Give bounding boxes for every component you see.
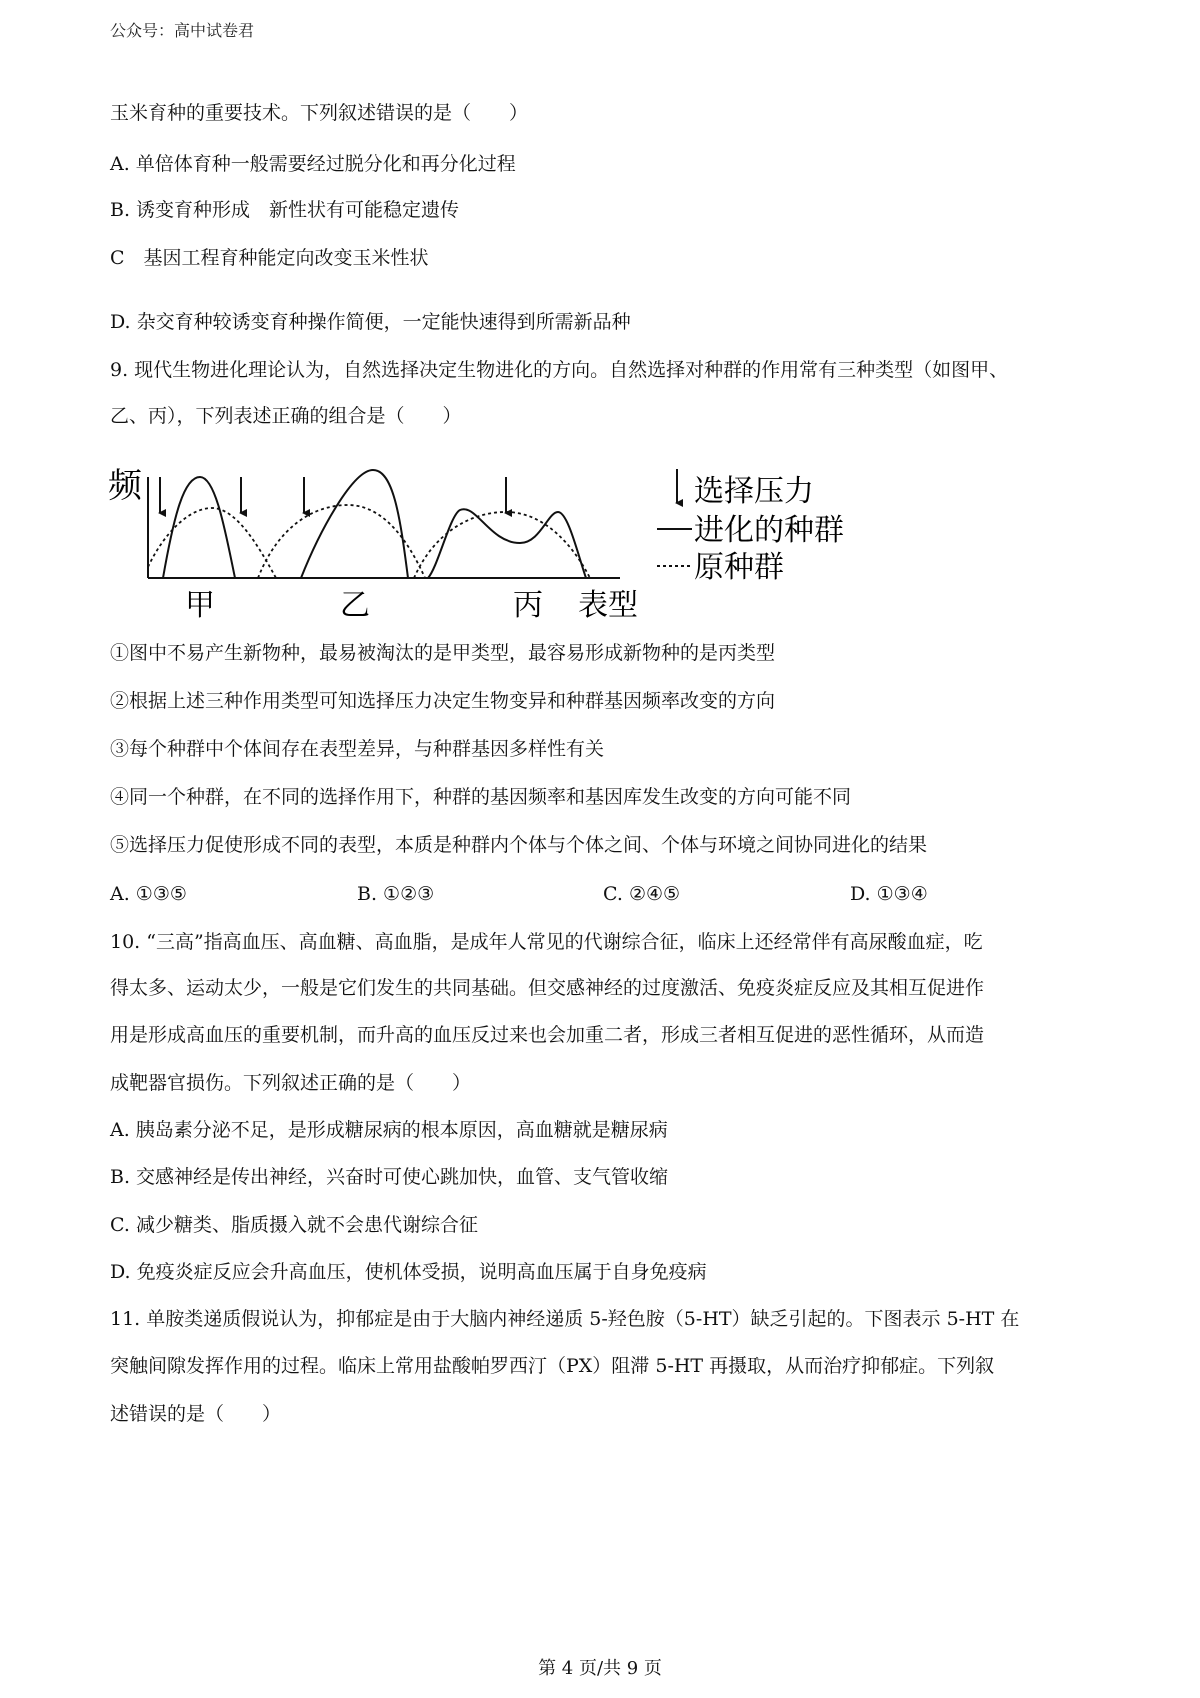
page-footer: 第 4 页/共 9 页 (538, 1658, 662, 1679)
type-label-yi: 乙 (340, 588, 370, 623)
original-population-yi (258, 505, 425, 578)
q10-option-a: A. 胰岛素分泌不足，是形成糖尿病的根本原因，高血糖就是糖尿病 (110, 1119, 668, 1141)
page-header: 公众号：高中试卷君 (110, 21, 255, 40)
evolved-population-jia (163, 477, 235, 578)
q9-options (110, 883, 1110, 909)
evolved-population-bing (428, 509, 586, 578)
q10-stem-line2: 得太多、运动太少，一般是它们发生的共同基础。但交感神经的过度激活、免疫炎症反应及其相互促进作 (110, 977, 985, 999)
q9-statement-3: ③每个种群中个体间存在表型差异，与种群基因多样性有关 (110, 738, 605, 760)
q9-stem-line2: 乙、丙），下列表述正确的组合是（ ） (110, 405, 462, 427)
q10-option-b: B. 交感神经是传出神经，兴奋时可使心跳加快，血管、支气管收缩 (110, 1166, 669, 1188)
q9-option-a: A. ①③⑤ (110, 883, 187, 905)
selection-diagram (108, 455, 888, 625)
q8-stem: 玉米育种的重要技术。下列叙述错误的是（ ） (110, 102, 529, 124)
legend-evolved-population: 进化的种群 (694, 513, 844, 548)
legend-selection-pressure: 选择压力 (694, 474, 814, 509)
q8-option-c: C 基因工程育种能定向改变玉米性状 (110, 247, 429, 269)
evolved-population-yi (301, 470, 408, 578)
selection-figure (108, 455, 888, 629)
q9-option-b: B. ①②③ (357, 883, 435, 905)
legend-original-population: 原种群 (694, 550, 784, 585)
q8-option-b: B. 诱变育种形成 新性状有可能稳定遗传 (110, 199, 460, 221)
original-population-jia (148, 508, 276, 578)
q9-statement-2: ②根据上述三种作用类型可知选择压力决定生物变异和种群基因频率改变的方向 (110, 690, 776, 712)
q10-option-c: C. 减少糖类、脂质摄入就不会患代谢综合征 (110, 1214, 478, 1236)
q9-option-c: C. ②④⑤ (603, 883, 681, 905)
q8-option-a: A. 单倍体育种一般需要经过脱分化和再分化过程 (110, 153, 516, 175)
q11-stem-line1: 11. 单胺类递质假说认为，抑郁症是由于大脑内神经递质 5-羟色胺（5-HT）缺乏引起的。下图表示 5-HT 在 (110, 1308, 1020, 1330)
q8-option-d: D. 杂交育种较诱变育种操作简便，一定能快速得到所需新品种 (110, 311, 631, 333)
type-label-bing: 丙 (513, 588, 543, 623)
q9-option-d: D. ①③④ (850, 883, 928, 905)
q9-statement-5: ⑤选择压力促使形成不同的表型，本质是种群内个体与个体之间、个体与环境之间协同进化的结果 (110, 834, 928, 856)
x-axis-label: 表型 (578, 588, 638, 623)
q11-stem-line3: 述错误的是（ ） (110, 1403, 282, 1425)
type-label-jia: 甲 (185, 588, 215, 623)
y-axis-label: 频 (108, 466, 142, 506)
q11-stem-line2: 突触间隙发挥作用的过程。临床上常用盐酸帕罗西汀（PX）阻滞 5-HT 再摄取，从而治疗抑郁症。下列叙 (110, 1355, 995, 1377)
q10-stem-line1: 10. “三高”指高血压、高血糖、高血脂，是成年人常见的代谢综合征，临床上还经常伴有高尿酸血症，吃 (110, 931, 983, 953)
q9-statement-1: ①图中不易产生新物种，最易被淘汰的是甲类型，最容易形成新物种的是丙类型 (110, 642, 776, 664)
q9-stem-line1: 9. 现代生物进化理论认为，自然选择决定生物进化的方向。自然选择对种群的作用常有三种类型（如图甲、 (110, 359, 1009, 381)
q9-statement-4: ④同一个种群，在不同的选择作用下，种群的基因频率和基因库发生改变的方向可能不同 (110, 786, 852, 808)
q10-option-d: D. 免疫炎症反应会升高血压，使机体受损，说明高血压属于自身免疫病 (110, 1261, 707, 1283)
original-population-bing (414, 512, 590, 578)
q10-stem-line3: 用是形成高血压的重要机制，而升高的血压反过来也会加重二者，形成三者相互促进的恶性循环，从而造 (110, 1024, 985, 1046)
q10-stem-line4: 成靶器官损伤。下列叙述正确的是（ ） (110, 1072, 472, 1094)
